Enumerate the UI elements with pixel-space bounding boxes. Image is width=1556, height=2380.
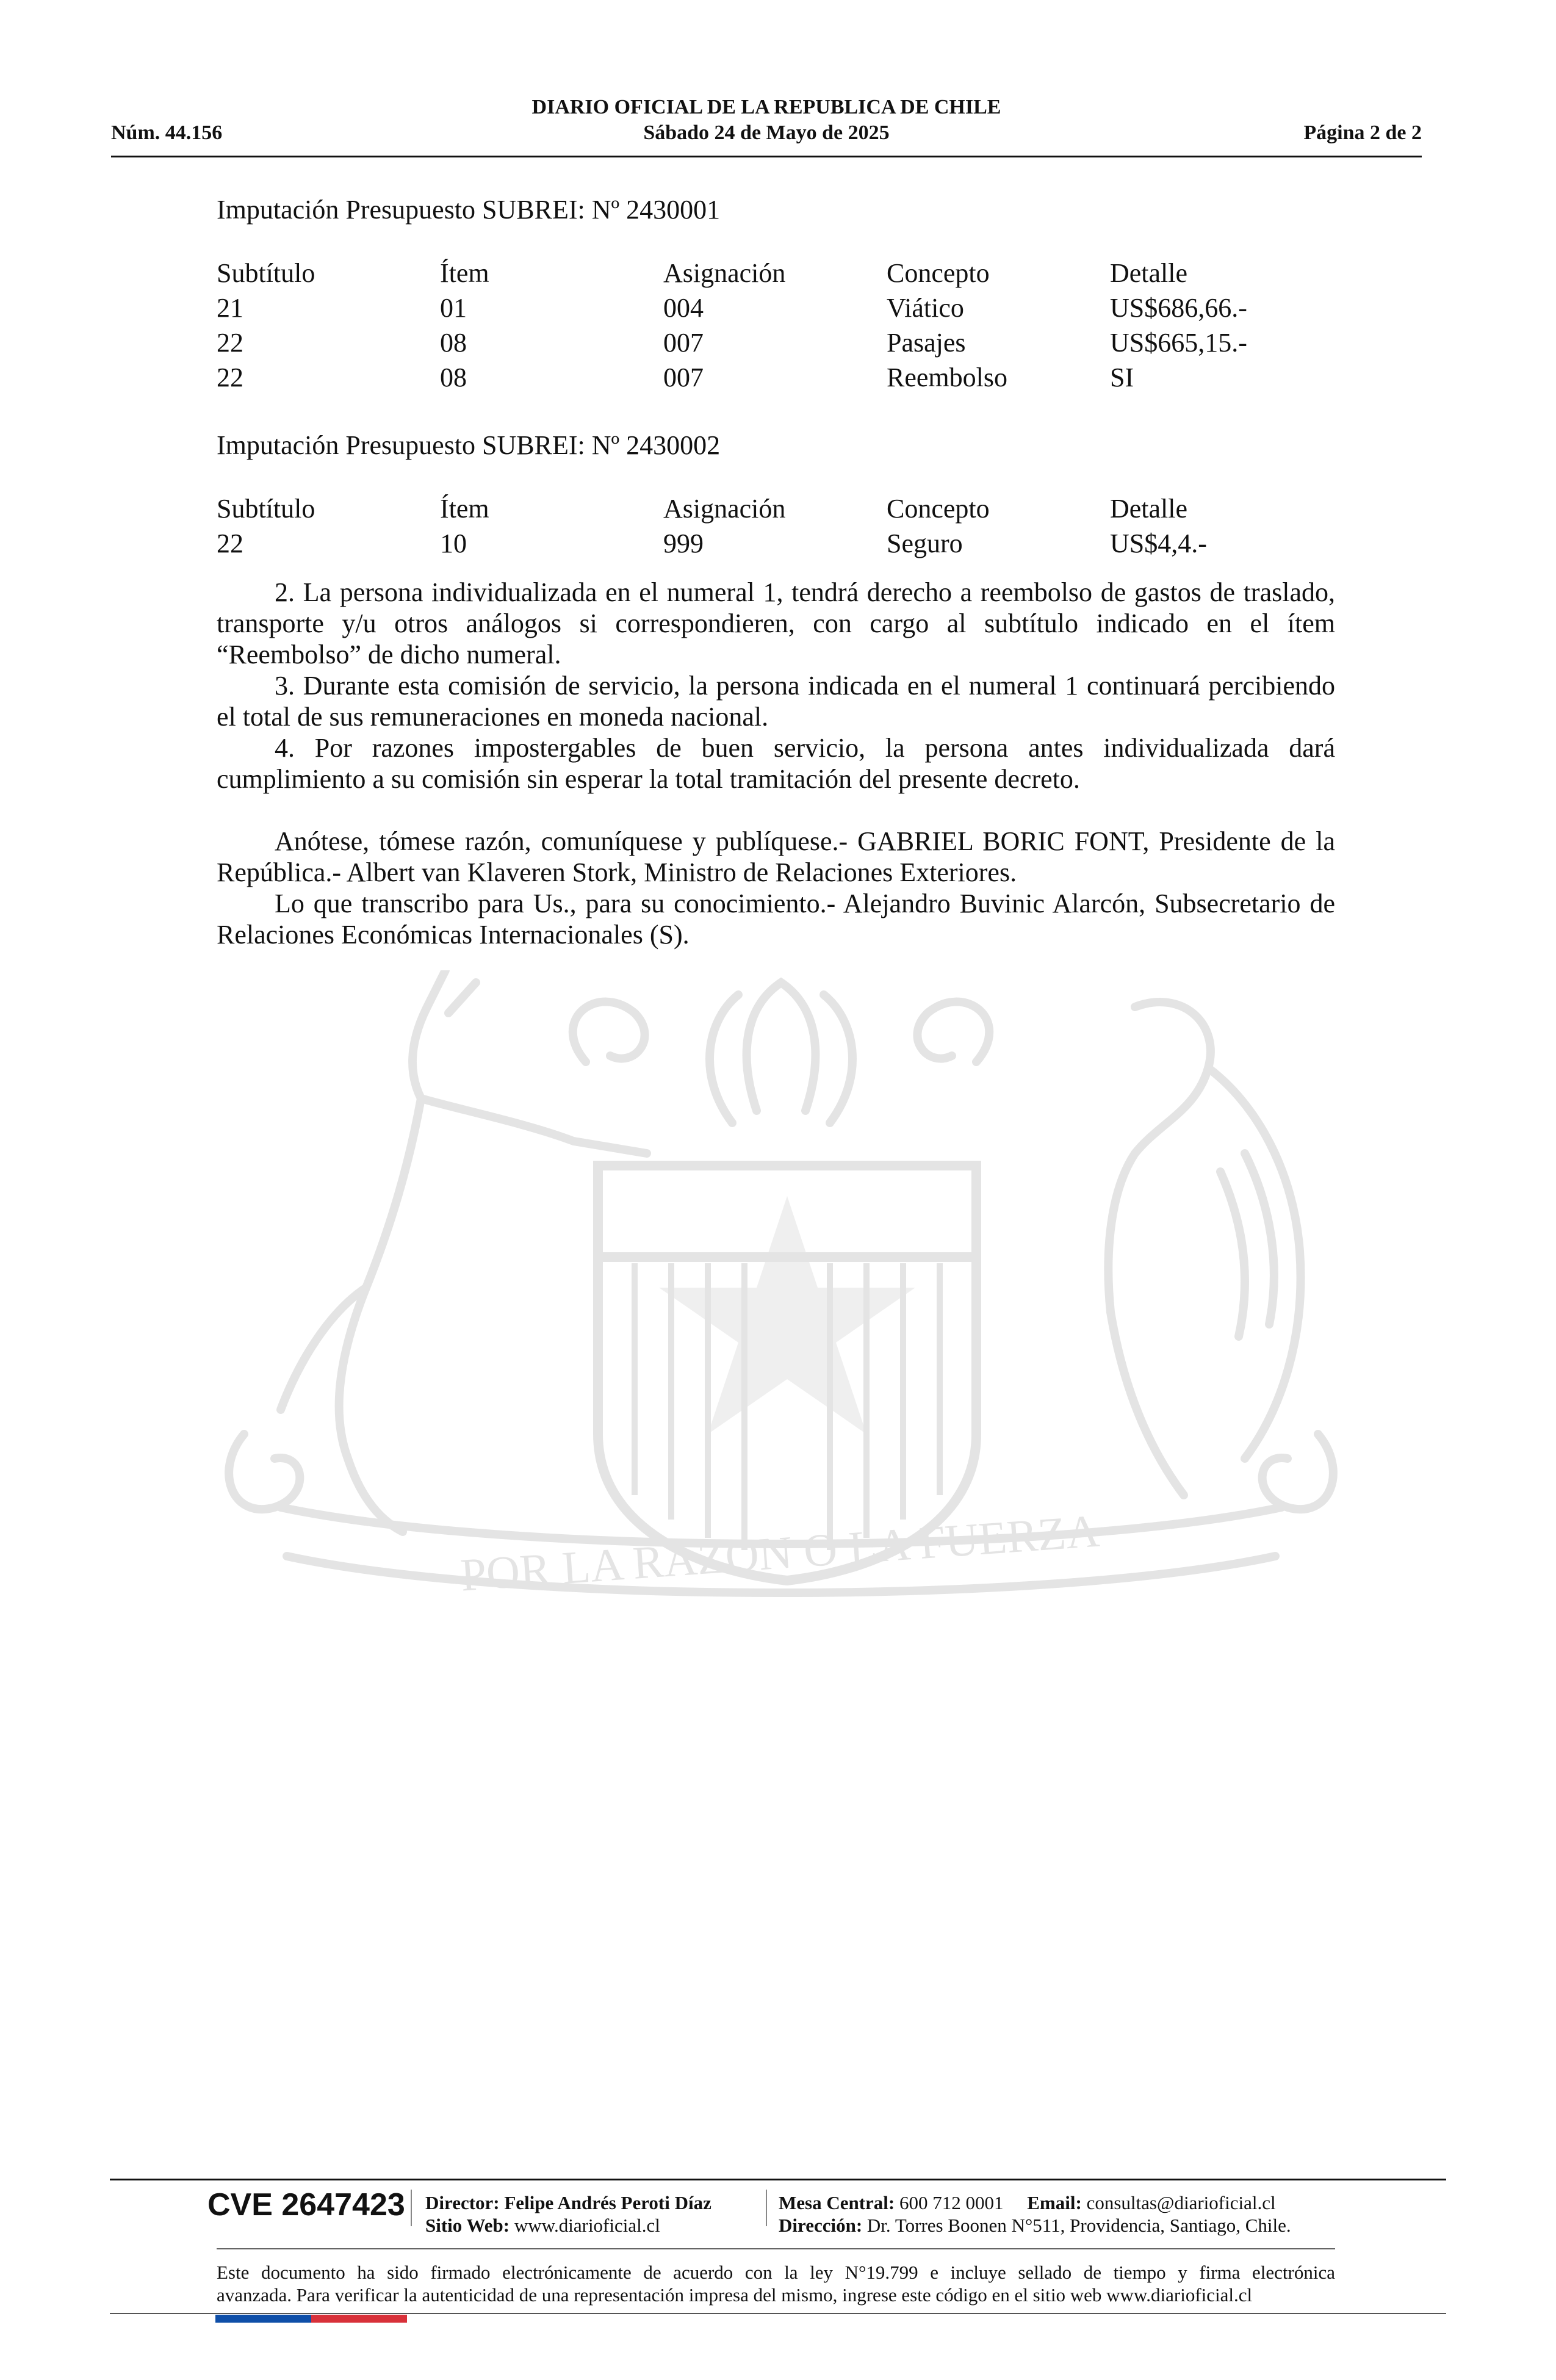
address-text: Dr. Torres Boonen N°511, Providencia, Santiago, Chile.	[866, 2215, 1291, 2236]
phone-number: 600 712 0001	[899, 2192, 1004, 2213]
table-cell: 004	[663, 293, 704, 323]
newspaper-title: DIARIO OFICIAL DE LA REPUBLICA DE CHILE	[531, 96, 1001, 118]
column-header: Subtítulo	[217, 494, 315, 524]
page-header	[111, 95, 1422, 157]
footer-divider	[411, 2190, 412, 2226]
table-cell: US$686,66.-	[1110, 293, 1247, 323]
director-name: Felipe Andrés Peroti Díaz	[504, 2192, 711, 2213]
table-cell: 01	[440, 293, 467, 323]
legal-notice-line-2: avanzada. Para verificar la autenticidad de una representación impresa del mismo, ingrese este código en el sitio web www.diarioficial.cl	[217, 2284, 1253, 2306]
table-cell: 999	[663, 528, 704, 558]
table-cell: SI	[1110, 362, 1134, 392]
column-header: Ítem	[440, 258, 489, 288]
table-cell: 10	[440, 528, 467, 558]
page-number: Página 2 de 2	[1303, 121, 1422, 144]
director-label: Director:	[425, 2192, 500, 2213]
table-cell: Viático	[887, 293, 964, 323]
table-header-row	[217, 258, 1335, 292]
paragraph-2: 2. La persona individualizada en el numeral 1, tendrá derecho a reembolso de gastos de traslado, transporte y/u otros análogos si correspondieren, con cargo al subtítulo indicado en el ítem “Reembolso” de dicho numeral.	[217, 577, 1335, 669]
table-cell: 08	[440, 362, 467, 392]
paragraph-3: 3. Durante esta comisión de servicio, la persona indicada en el numeral 1 continuará percibiendo el total de sus remuneraciones en moneda nacional.	[217, 671, 1335, 732]
table-cell: 22	[217, 362, 243, 392]
paragraph-4: 4. Por razones impostergables de buen servicio, la persona antes individualizada dará cumplimiento a su comisión sin esperar la total tramitación del presente decreto.	[217, 733, 1335, 794]
closing-signatures: Anótese, tómese razón, comuníquese y publíquese.- GABRIEL BORIC FONT, Presidente de la República.- Albert van Klaveren Stork, Ministro de Relaciones Exteriores.	[217, 826, 1335, 887]
column-header: Ítem	[440, 494, 489, 524]
phone-label: Mesa Central:	[779, 2192, 895, 2213]
budget-table-2	[217, 493, 1335, 563]
table-cell: Reembolso	[887, 362, 1007, 392]
flag-stripe-blue	[215, 2315, 311, 2323]
email-label: Email:	[1027, 2192, 1082, 2213]
budget-table-1	[217, 258, 1335, 397]
website-label: Sitio Web:	[425, 2215, 510, 2236]
column-header: Concepto	[887, 494, 990, 524]
address-label: Dirección:	[779, 2215, 863, 2236]
legal-notice-line-1: Este documento ha sido firmado electrónicamente de acuerdo con la ley N°19.799 e incluye sellado de tiempo y firma electrónica	[217, 2262, 1335, 2283]
table-row	[217, 362, 1335, 397]
budget-imputation-title-2: Imputación Presupuesto SUBREI: Nº 2430002	[217, 430, 721, 460]
issue-number: Núm. 44.156	[111, 121, 223, 144]
footer-director	[425, 2191, 711, 2214]
table-cell: 22	[217, 328, 243, 358]
footer-website	[425, 2214, 660, 2237]
footer-thin-rule	[217, 2248, 1335, 2249]
footer-contact	[779, 2191, 1276, 2214]
table-cell: 22	[217, 528, 243, 558]
table-cell: US$4,4.-	[1110, 528, 1207, 558]
table-cell: 21	[217, 293, 243, 323]
flag-stripe-red	[311, 2315, 407, 2323]
footer-bottom-rule	[110, 2313, 1446, 2314]
column-header: Concepto	[887, 258, 990, 288]
legal-notice	[217, 2261, 1335, 2306]
table-cell: Seguro	[887, 528, 963, 558]
table-cell: 08	[440, 328, 467, 358]
table-cell: US$665,15.-	[1110, 328, 1247, 358]
email-link[interactable]: consultas@diarioficial.cl	[1086, 2192, 1276, 2213]
document-body	[217, 194, 1335, 950]
footer-top-rule	[110, 2179, 1446, 2180]
issue-date: Sábado 24 de Mayo de 2025	[643, 121, 890, 144]
table-row	[217, 292, 1335, 327]
cve-code: CVE 2647423	[207, 2187, 405, 2223]
table-row	[217, 327, 1335, 362]
column-header: Subtítulo	[217, 258, 315, 288]
seal-motto: POR LA RAZON O LA FUERZA	[458, 1505, 1101, 1601]
table-header-row	[217, 493, 1335, 528]
table-cell: 007	[663, 328, 704, 358]
column-header: Detalle	[1110, 258, 1188, 288]
table-cell: 007	[663, 362, 704, 392]
coat-of-arms-watermark	[207, 970, 1355, 1678]
column-header: Asignación	[663, 494, 786, 524]
table-row	[217, 528, 1335, 563]
column-header: Detalle	[1110, 494, 1188, 524]
closing-transcription: Lo que transcribo para Us., para su conocimiento.- Alejandro Buvinic Alarcón, Subsecretario de Relaciones Económicas Internacionales (S).	[217, 889, 1335, 950]
table-cell: Pasajes	[887, 328, 966, 358]
website-link[interactable]: www.diarioficial.cl	[514, 2215, 660, 2236]
footer-divider	[766, 2190, 767, 2226]
column-header: Asignación	[663, 258, 786, 288]
budget-imputation-title-1: Imputación Presupuesto SUBREI: Nº 2430001	[217, 195, 721, 225]
footer-address	[779, 2214, 1291, 2237]
